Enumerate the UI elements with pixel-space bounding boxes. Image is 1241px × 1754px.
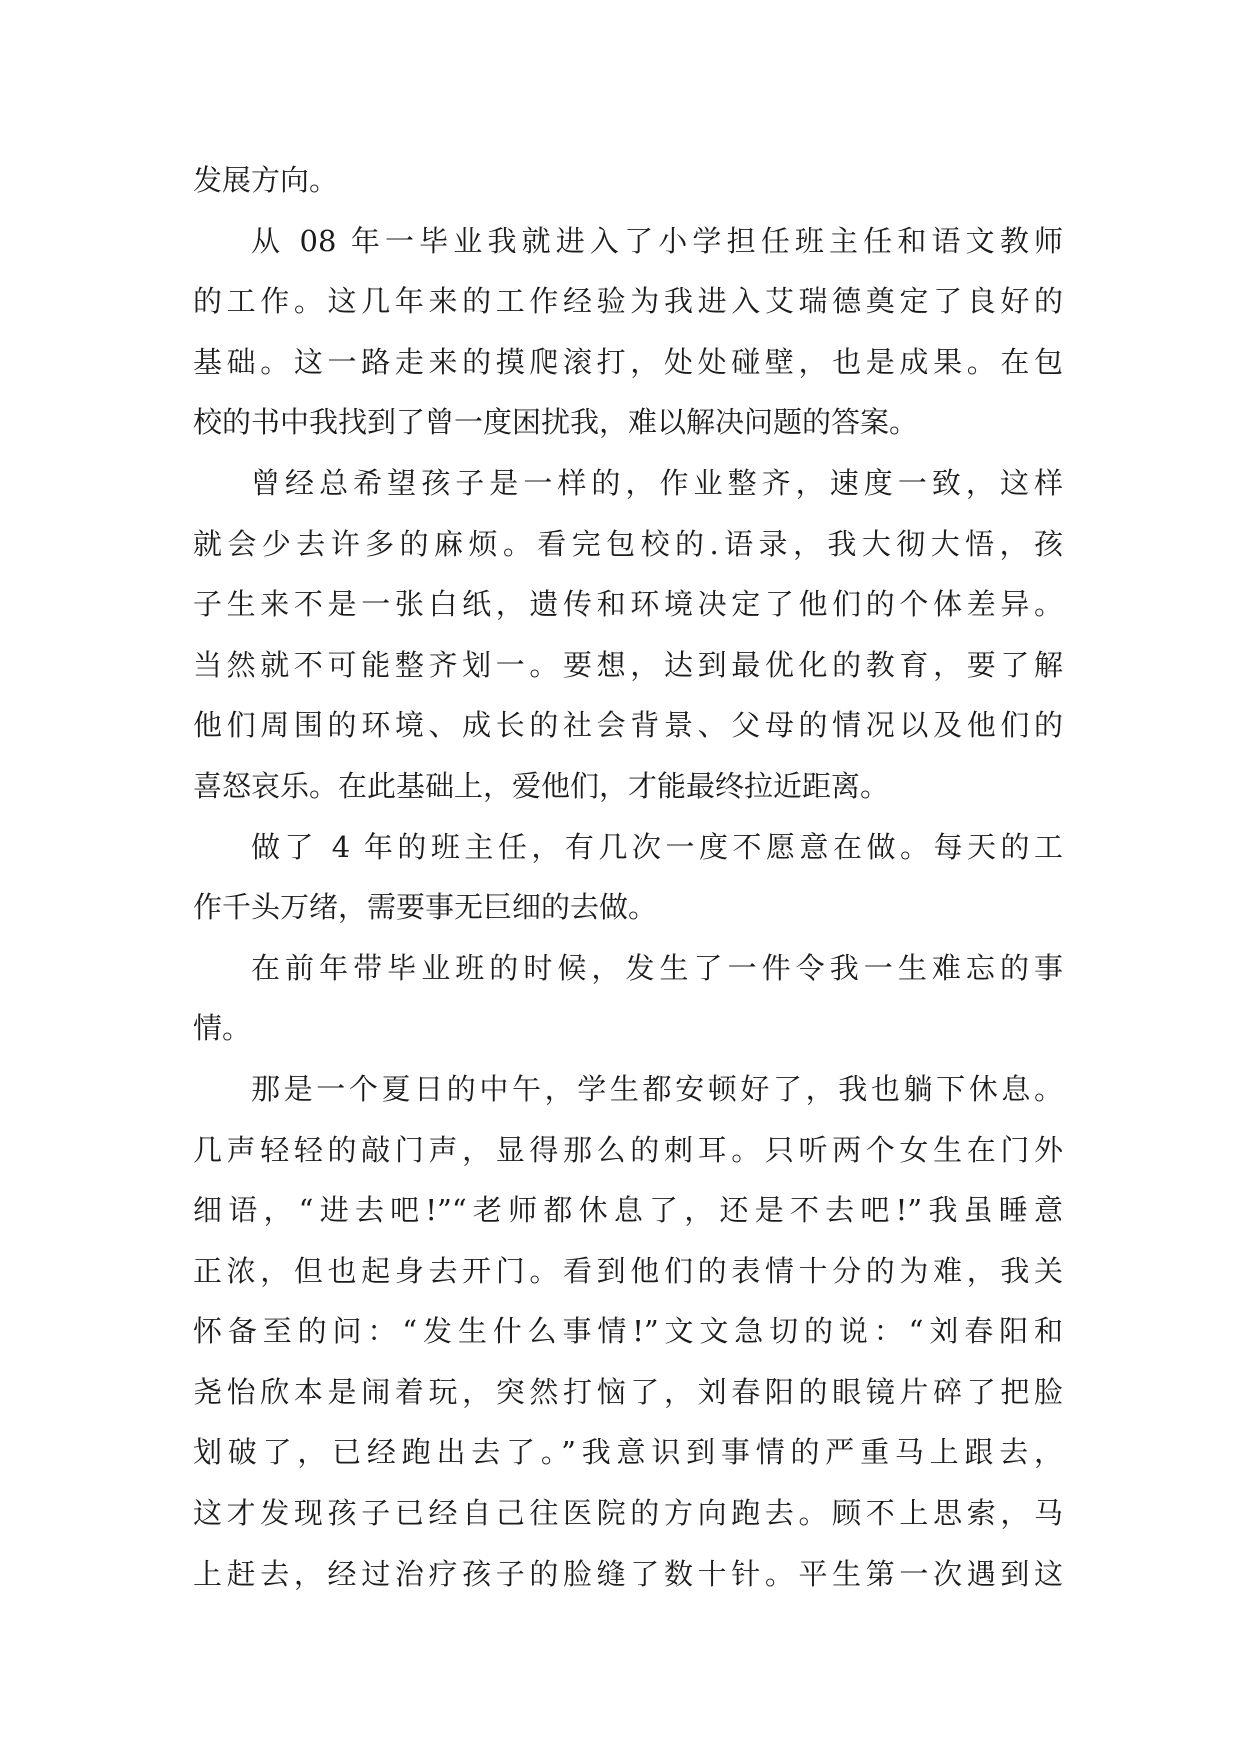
text-line: 尧怡欣本是闹着玩，突然打恼了，刘春阳的眼镜片碎了把脸 bbox=[193, 1374, 1063, 1409]
text-line: 子生来不是一张白纸，遗传和环境决定了他们的个体差异。 bbox=[193, 587, 1063, 622]
text-line: 这才发现孩子已经自己往医院的方向跑去。顾不上思索，马 bbox=[193, 1496, 1063, 1531]
text-line: 的工作。这几年来的工作经验为我进入艾瑞德奠定了良好的 bbox=[193, 284, 1063, 319]
text-line: 发展方向。 bbox=[193, 163, 339, 197]
text-line: 校的书中我找到了曾一度困扰我，难以解决问题的答案。 bbox=[193, 405, 919, 440]
paragraph-first-line: 曾经总希望孩子是一样的，作业整齐，速度一致，这样 bbox=[251, 465, 1063, 500]
text-line: 就会少去许多的麻烦。看完包校的.语录，我大彻大悟，孩 bbox=[193, 526, 1063, 561]
text-line: 作千头万绪，需要事无巨细的去做。 bbox=[193, 890, 658, 925]
text-line: 正浓，但也起身去开门。看到他们的表情十分的为难，我关 bbox=[193, 1253, 1063, 1288]
text-line: 几声轻轻的敲门声，显得那么的刺耳。只听两个女生在门外 bbox=[193, 1132, 1063, 1167]
text-line: 细语，“进去吧!”“老师都休息了，还是不去吧!”我虽睡意 bbox=[193, 1193, 1063, 1228]
text-line: 基础。这一路走来的摸爬滚打，处处碰壁，也是成果。在包 bbox=[193, 344, 1063, 379]
text-line: 他们周围的环境、成长的社会背景、父母的情况以及他们的 bbox=[193, 708, 1063, 743]
text-line: 当然就不可能整齐划一。要想，达到最优化的教育，要了解 bbox=[193, 647, 1063, 682]
paragraph-first-line: 做了 4 年的班主任，有几次一度不愿意在做。每天的工 bbox=[251, 829, 1063, 864]
paragraph-first-line: 从 08 年一毕业我就进入了小学担任班主任和语文教师 bbox=[251, 223, 1063, 258]
document-body bbox=[193, 150, 1063, 1604]
text-line: 上赶去，经过治疗孩子的脸缝了数十针。平生第一次遇到这 bbox=[193, 1556, 1063, 1591]
text-line: 喜怒哀乐。在此基础上，爱他们，才能最终拉近距离。 bbox=[193, 768, 890, 803]
paragraph-first-line: 在前年带毕业班的时候，发生了一件令我一生难忘的事 bbox=[251, 950, 1063, 985]
text-line: 划破了，已经跑出去了。”我意识到事情的严重马上跟去， bbox=[193, 1435, 1063, 1470]
text-line: 怀备至的问：“发生什么事情!”文文急切的说：“刘春阳和 bbox=[193, 1314, 1063, 1349]
text-line: 情。 bbox=[193, 1011, 252, 1046]
paragraph-first-line: 那是一个夏日的中午，学生都安顿好了，我也躺下休息。 bbox=[251, 1071, 1063, 1106]
